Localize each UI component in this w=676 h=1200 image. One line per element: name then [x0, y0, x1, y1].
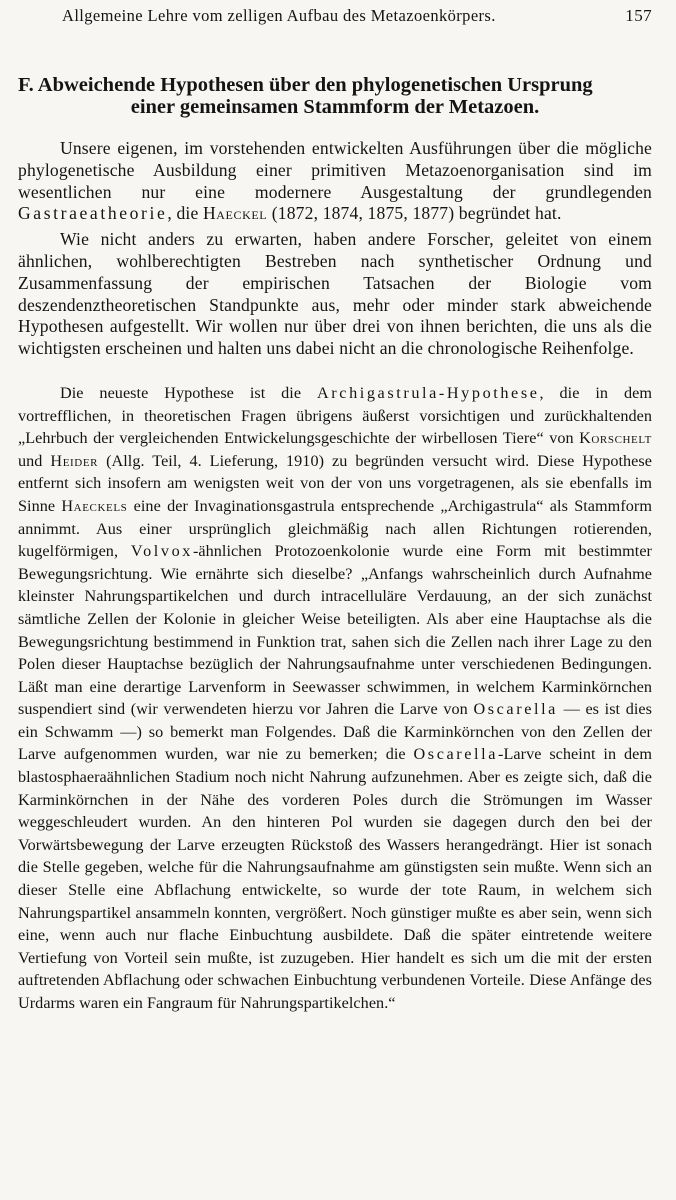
running-title: Allgemeine Lehre vom zelligen Aufbau des Metazoenkörpers. — [62, 6, 496, 25]
paragraph-1-text-c: , die — [167, 203, 203, 224]
spaced-term-oscarella-1: Oscarella — [473, 700, 558, 719]
paragraph-3-text-k: -ähnlichen Protozoenkolonie wurde eine Form mit bestimmter Bewegungsrichtung. Wie ernährte sich dieselbe? „Anfangs wahrscheinlich durch Aufnahme kleinster Nahrungspartikelchen und durch intracelluläre Verdauung, an der sich zunächst sämtliche Zellen der Kolonie in gleicher Weise beteiligten. Als aber eine Hauptachse als die Bewegungsrichtung bestimmend in Funktion trat, sahen sich die Zellen nach ihrer Lage zu den Polen dieser Hauptachse bezüglich der Nahrungsaufnahme unter verschiedenen Bedingungen. Läßt man eine derartige Larvenform in Seewasser schwimmen, in welchem Karminkörnchen suspendiert sind (wir verwendeten hierzu vor Jahren die Larve von — [18, 542, 652, 719]
paragraph-3-text-a: Die neueste Hypothese ist die — [60, 383, 317, 402]
paragraph-3-text-e: und — [18, 451, 51, 470]
page-number: 157 — [625, 6, 652, 25]
running-header — [18, 0, 652, 36]
paragraph-3-text-m: — es ist dies ein Schwamm —) so bemerkt man Folgendes. Daß die Karminkörnchen von den Zellen der Larve aufgenommen wurden, war nie zu bemerken; die — [18, 700, 652, 764]
section-heading-line-2: einer gemeinsamen Stammform der Metazoen. — [130, 96, 540, 118]
paragraph-3 — [18, 382, 652, 1015]
author-korschelt: Korschelt — [579, 429, 652, 448]
paragraph-3-text-c: , die in dem vortrefflichen, in theoretischen Fragen übrigens äußerst vorsichtigen und zurückhaltenden „Lehrbuch der vergleichenden Entwickelungsgeschichte der wirbellosen Tiere“ von — [18, 383, 652, 448]
paragraph-1 — [18, 138, 652, 225]
author-haeckel: Haeckel — [202, 203, 268, 224]
author-haeckels: Haeckels — [61, 496, 128, 515]
spaced-term-volvox: Volvox — [130, 542, 193, 561]
section-heading-line-1: F. Abweichende Hypothesen über den phylogenetischen Ursprung — [18, 74, 593, 96]
spaced-term-gastraeatheorie: Gastraeatheorie — [18, 203, 168, 224]
paragraph-1-text-a: Unsere eigenen, im vorstehenden entwickelten Ausführungen über die mögliche phylogenetische Ausbildung einer primitiven Metazoenorganisation sind im wesentlichen nur eine modernere Ausgestaltung der grundlegenden — [18, 138, 652, 202]
paragraph-3-text-g: (Allg. Teil, 4. Lieferung, 1910) zu begründen versucht wird. Diese Hypothese entfernt sich insofern am wenigsten weit von der von uns vorgetragenen, als sie ebenfalls im Sinne — [18, 451, 652, 515]
paragraph-3-text-o: -Larve scheint in dem blastosphaeraähnlichen Stadium noch nicht Nahrung aufzunehmen. Aber es zeigte sich, daß die Karminkörnchen in der Nähe des vorderen Poles durch die Strömungen im Wasser weggeschleudert wurden. An den hinteren Pol wurden sie dagegen durch den bei der Vorwärtsbewegung der Larve erzeugten Rückstoß des Wassers herangedrängt. Hier ist sonach die Stelle gegeben, welche für die Nahrungsaufnahme am günstigsten sein mußte. Wenn sich an dieser Stelle eine Abflachung entwickelte, so wurde der tote Raum, in welchem sich Nahrungspartikel ansammeln konnten, vergrößert. Noch günstiger mußte es aber sein, wenn sich eine, wenn auch nur flache Einbuchtung ausbildete. Daß die später eintretende weitere Vertiefung von Vorteil sein mußte, ist zuzugeben. Hier handelt es sich um die mit der ersten auftretenden Abflachung oder schwachen Einbuchtung verbundenen Vorteile. Diese Anfänge des Urdarms waren ein Fangraum für Nahrungspartikelchen.“ — [18, 745, 652, 1012]
section-heading — [18, 74, 652, 118]
paragraph-3-text-i: eine der Invaginationsgastrula entsprechende „Archigastrula“ als Stammform annimmt. Aus einer ursprünglich gleichmäßig nach allen Richtungen rotierenden, kugelförmigen, — [18, 496, 652, 561]
paragraph-2: Wie nicht anders zu erwarten, haben andere Forscher, geleitet von einem ähnlichen, wohlberechtigten Bestreben nach synthetischer Ordnung und Zusammenfassung der empirischen Tatsachen der Biologie vom deszendenztheoretischen Standpunkte aus, mehr oder minder stark abweichende Hypothesen aufgestellt. Wir wollen nur über drei von ihnen berichten, die uns als die wichtigsten erscheinen und halten uns dabei nicht an die chronologische Reihenfolge. — [18, 229, 652, 359]
spaced-term-archigastrula: Archigastrula-Hypothese — [317, 383, 540, 402]
paragraph-1-text-e: (1872, 1874, 1875, 1877) begründet hat. — [267, 203, 562, 224]
author-heider: Heider — [50, 451, 99, 470]
spaced-term-oscarella-2: Oscarella — [413, 745, 499, 764]
